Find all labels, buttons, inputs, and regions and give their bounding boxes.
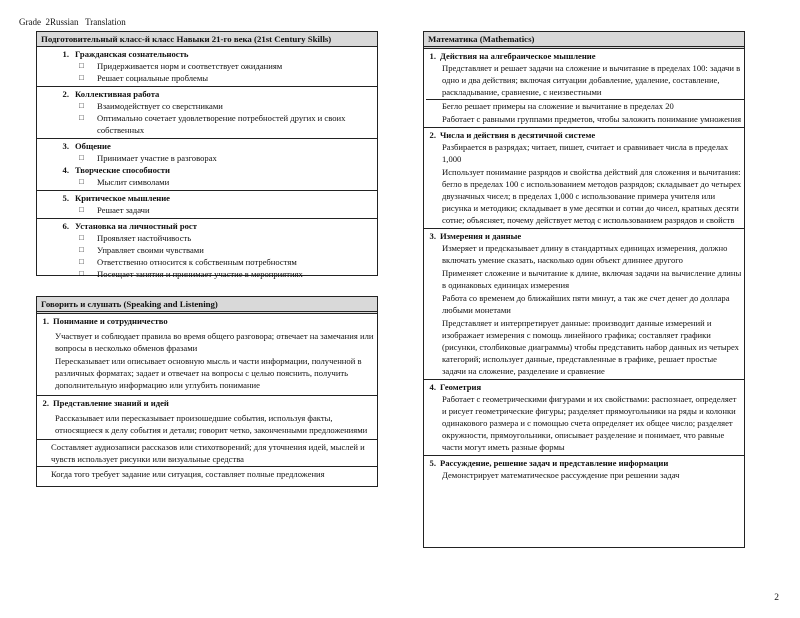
skill-text: Оптимально сочетает удовлетворение потребностей других и своих собственных	[97, 113, 346, 135]
section-number: 6.	[62, 221, 69, 231]
section-number: 2.	[62, 89, 69, 99]
math-standard: Применяет сложение и вычитание к длине, включая задачи на вычисление длины в одинаковых единицах измерения	[442, 268, 742, 290]
speaking-section-2	[37, 396, 377, 440]
math-box	[423, 31, 745, 548]
skill-text: Управляет своими чувствами	[97, 245, 204, 255]
bullet-icon: □	[79, 269, 84, 278]
bullet-icon: □	[79, 245, 84, 254]
bullet-icon: □	[79, 233, 84, 242]
header-level: 2	[45, 17, 50, 27]
section-title: Рассуждение, решение задач и представление информации	[440, 458, 669, 468]
math-standard: Использует понимание разрядов и свойства действий для сложения и вычитания: бегло в пределах 100 с использованием методов разрядов; складывает до четырех двузначных чисел; в пределах 1,000 с использование примера учителя или рисунка и методики; складывает в уме десятки и сотни до чисел, кратных десяти сотне; объясняет, почему действует метод с использованием разрядов и свойств	[442, 167, 742, 225]
skill-item	[79, 268, 375, 280]
math-section	[424, 229, 744, 380]
section-number: 2.	[42, 398, 49, 408]
math-standard: Разбирается в разрядах; читает, пишет, считает и сравнивает числа в пределах 1,000	[442, 142, 729, 164]
skill-item	[79, 204, 375, 216]
bullet-icon: □	[79, 205, 84, 214]
speaking-para: Пересказывает или описывает основную мысль и части информации, полученной в различных форматах; задает и отвечает на вопросы с целью пояснить, получить дополнительную информацию или углубить понимание	[55, 356, 362, 390]
bullet-icon: □	[79, 257, 84, 266]
skill-text: Взаимодействует со сверстниками	[97, 101, 223, 111]
skill-text: Ответственно относится к собственным потребностям	[97, 257, 297, 267]
bullet-icon: □	[79, 101, 84, 110]
section-title: Понимание и сотрудничество	[53, 316, 168, 326]
speaking-extra: Составляет аудиозаписи рассказов или стихотворений; для уточнения идей, мыслей и чувств использует рисунки или визуальные средства	[37, 440, 377, 467]
speaking-extra: Когда того требует задание или ситуация, составляет полные предложения	[51, 469, 325, 479]
bullet-icon: □	[79, 177, 84, 186]
document-header	[19, 16, 126, 28]
section-title: Представление знаний и идей	[53, 398, 169, 408]
skill-text: Решает задачи	[97, 205, 150, 215]
section-number: 3.	[429, 231, 436, 241]
skills-section	[37, 139, 377, 191]
section-title: Установка на личностный рост	[75, 221, 197, 231]
bullet-icon: □	[79, 61, 84, 70]
skill-text: Решает социальные проблемы	[97, 73, 209, 83]
math-standard: Представляет и решает задачи на сложение и вычитание в пределах 100: задачи в одно и два действия; включая ситуации добавление, удаление, составление, раскладывание, сравнение, с неизвестными	[426, 62, 744, 100]
math-section	[424, 456, 744, 483]
section-title: Действия на алгебраическое мышление	[440, 51, 596, 61]
section-title: Геометрия	[440, 382, 482, 392]
section-number: 5.	[429, 458, 436, 468]
social-skills-box	[36, 31, 378, 279]
skills-section	[37, 191, 377, 219]
math-section	[424, 380, 744, 456]
math-section	[424, 128, 744, 229]
math-standard: Бегло решает примеры на сложение и вычитание в пределах 20	[442, 101, 674, 111]
skill-item	[79, 152, 375, 164]
skill-item	[79, 60, 375, 72]
speaking-section-1	[37, 314, 377, 396]
math-title: Математика (Mathematics)	[424, 32, 744, 49]
bullet-icon: □	[79, 113, 84, 122]
section-number: 3.	[62, 141, 69, 151]
skill-item	[79, 256, 375, 268]
section-number: 1.	[62, 49, 69, 59]
math-section	[424, 49, 744, 128]
skill-text: Проявляет настойчивость	[97, 233, 192, 243]
speaking-title: Говорить и слушать (Speaking and Listening)	[37, 297, 377, 314]
section-title: Коллективная работа	[75, 89, 160, 99]
math-standard: Работает с равными группами предметов, чтобы заложить понимание умножения	[442, 114, 742, 124]
header-kind: Translation	[85, 17, 126, 27]
section-number: 5.	[62, 193, 69, 203]
section-title: Общение	[75, 141, 111, 151]
skill-item	[79, 100, 375, 112]
section-title: Измерения и данные	[440, 231, 522, 241]
skill-text: Придерживается норм и соответствует ожиданиям	[97, 61, 283, 71]
math-standard: Работа со временем до ближайших пяти минут, а так же счет денег до доллара любыми монетами	[442, 293, 730, 315]
header-grade: Grade	[19, 17, 41, 27]
skills-section	[37, 87, 377, 139]
skill-item	[79, 176, 375, 188]
bullet-icon: □	[79, 73, 84, 82]
section-title: Числа и действия в десятичной системе	[440, 130, 596, 140]
section-title: Гражданская сознательность	[75, 49, 189, 59]
skills-section	[37, 219, 377, 282]
skills-section	[37, 47, 377, 87]
speaking-box	[36, 296, 378, 487]
skill-item	[79, 244, 375, 256]
math-standard: Работает с геометрическими фигурами и их свойствами: распознает, определяет и рисует геометрические фигуры; разделяет прямоугольники на ряды и колонки одинакового размера и с помощью счета определяет их общее число; разделяет окружности, прямоугольники, описывает разделение и понимает, что равные части могут иметь разные формы	[442, 394, 737, 452]
section-number: 1.	[42, 316, 49, 326]
math-standard: Представляет и интерпретирует данные: производит данные измерений и изображает измерения с помощь линейного графика; составляет графики (рисунки, столбиковые диаграммы) чтобы представить набор данных из четырех категорий; использует данные, представленные в графике, решает простые задачи на сложение, разделение и сравнение	[442, 318, 739, 376]
header-lang: Russian	[50, 17, 79, 27]
skill-item	[79, 72, 375, 84]
section-number: 2.	[429, 130, 436, 140]
skill-text: Принимает участие в разговорах	[97, 153, 217, 163]
social-skills-title: Подготовительный класс-й класс Навыки 21-го века (21st Century Skills)	[37, 32, 377, 47]
section-number: 4.	[62, 165, 69, 175]
skill-item	[79, 232, 375, 244]
skill-text: Посещает занятия и принимает участие в мероприятиях	[97, 269, 303, 279]
speaking-para: Рассказывает или пересказывает произошедшие события, используя факты, относящиеся к делу события и детали; говорит четко, законченными предложениями	[55, 413, 368, 435]
section-number: 4.	[429, 382, 436, 392]
speaking-para: Участвует и соблюдает правила во время общего разговора; отвечает на замечания или вопросы в несколько обменов фразами	[55, 331, 374, 353]
bullet-icon: □	[79, 153, 84, 162]
skill-item	[79, 112, 375, 136]
section-number: 1.	[429, 51, 436, 61]
page-number: 2	[774, 593, 779, 603]
section-title: Критическое мышление	[75, 193, 170, 203]
math-standard: Демонстрирует математическое рассуждение при решении задач	[442, 470, 680, 480]
skill-text: Мыслит символами	[97, 177, 170, 187]
section-title: Творческие способности	[75, 165, 170, 175]
math-standard: Измеряет и предсказывает длину в стандартных единицах измерения, должно включать умение сказать, насколько один объект длиннее другого	[442, 243, 728, 265]
